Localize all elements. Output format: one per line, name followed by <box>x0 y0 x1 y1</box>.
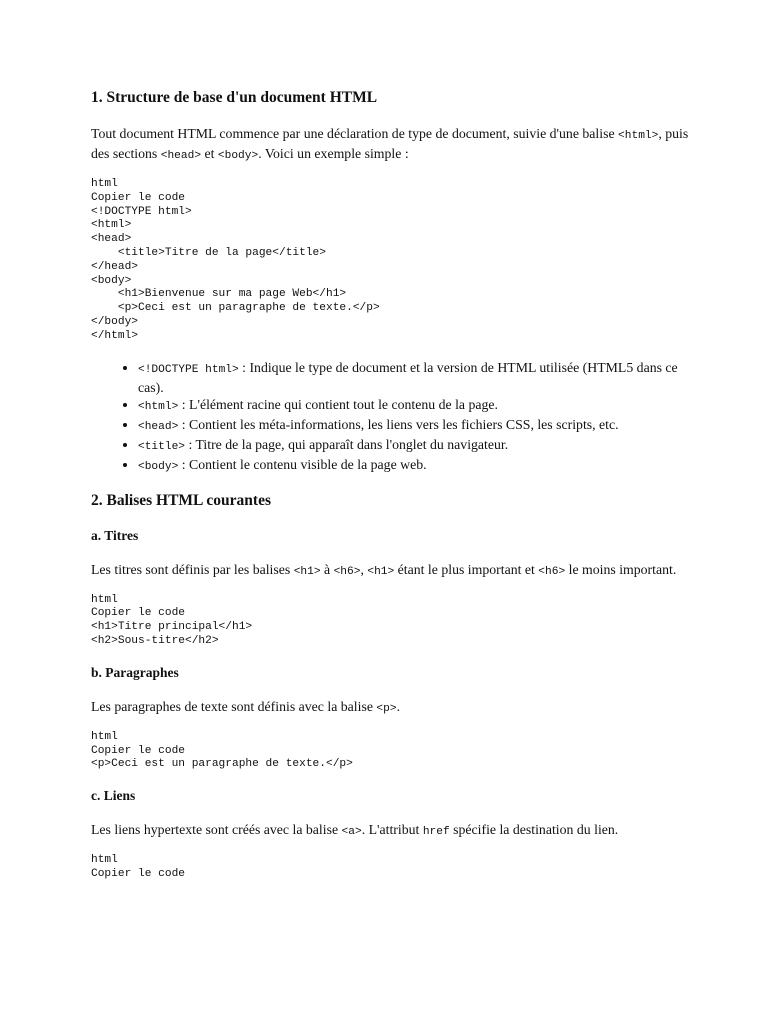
list-item <box>138 416 691 436</box>
titres-text-5: le moins important. <box>565 561 677 577</box>
intro-code-html: <html> <box>618 130 659 142</box>
titres-code-h1-b: <h1> <box>367 565 395 578</box>
bullet-text: : Contient le contenu visible de la page web. <box>178 456 427 472</box>
bullet-code: <body> <box>138 460 179 473</box>
bullet-code: <!DOCTYPE html> <box>138 363 239 376</box>
liens-code-a: <a> <box>341 826 362 839</box>
structure-bullet-list <box>91 359 691 476</box>
bullet-text: : Contient les méta-informations, les liens vers les fichiers CSS, les scripts, etc. <box>178 416 619 432</box>
intro-text-1: Tout document HTML commence par une déclaration de type de document, suivie d'une balise <box>91 126 619 141</box>
code-block-paragraphes: html Copier le code <p>Ceci est un paragraphe de texte.</p> <box>91 730 353 771</box>
intro-code-body: <body> <box>217 150 259 162</box>
document-content <box>91 84 691 882</box>
code-block-liens: html Copier le code <box>91 854 185 880</box>
intro-text-4: . Voici un exemple simple : <box>258 146 409 161</box>
bullet-code: <head> <box>138 420 179 433</box>
paragraphes-text-2: . <box>396 698 401 714</box>
paragraphes-text-1: Les paragraphes de texte sont définis avec la balise <box>91 698 377 714</box>
titres-text-2: à <box>320 561 334 577</box>
liens-paragraph <box>91 821 691 841</box>
list-item <box>138 456 691 476</box>
bullet-text: : Indique le type de document et la version de HTML utilisée (HTML5 dans ce cas). <box>138 359 678 395</box>
titres-text-4: étant le plus important et <box>394 561 539 577</box>
subsection-titres-heading: a. Titres <box>91 527 139 543</box>
liens-text-2: . L'attribut <box>361 822 423 838</box>
liens-text-3: spécifie la destination du lien. <box>449 822 619 838</box>
bullet-text: : L'élément racine qui contient tout le contenu de la page. <box>178 396 498 412</box>
titres-text-1: Les titres sont définis par les balises <box>91 561 294 577</box>
section-1-intro <box>91 125 691 165</box>
liens-text-1: Les liens hypertexte sont créés avec la balise <box>91 822 342 838</box>
titres-text-3: , <box>360 561 368 577</box>
intro-text-2: , puis des sections <box>91 126 689 161</box>
paragraphes-paragraph <box>91 698 691 718</box>
liens-code-href: href <box>422 826 450 839</box>
code-block-titres: html Copier le code <h1>Titre principal</h1> <h2>Sous-titre</h2> <box>91 593 253 647</box>
list-item <box>138 396 691 416</box>
subsection-paragraphes-heading: b. Paragraphes <box>91 664 179 680</box>
section-2-title: 2. Balises HTML courantes <box>91 491 271 509</box>
paragraphes-code-p: <p> <box>376 702 397 715</box>
bullet-code: <title> <box>138 440 185 453</box>
titres-code-h1: <h1> <box>293 565 321 578</box>
intro-text-3: et <box>201 146 218 161</box>
code-block-structure: html Copier le code <!DOCTYPE html> <html> <head> <title>Titre de la page</title> </head> <body> <h1>Bienvenue sur ma page Web</h1> <p>Ceci est un paragraphe de texte.</p> </body> </html> <box>91 178 380 342</box>
titres-paragraph <box>91 561 691 581</box>
subsection-liens-heading: c. Liens <box>91 788 136 804</box>
bullet-code: <html> <box>138 400 179 413</box>
titres-code-h6: <h6> <box>333 565 361 578</box>
section-1-title: 1. Structure de base d'un document HTML <box>91 89 378 106</box>
bullet-text: : Titre de la page, qui apparaît dans l'onglet du navigateur. <box>185 436 509 452</box>
list-item <box>138 436 691 456</box>
titres-code-h6-b: <h6> <box>538 565 566 578</box>
intro-code-head: <head> <box>160 150 202 162</box>
list-item <box>138 359 691 396</box>
